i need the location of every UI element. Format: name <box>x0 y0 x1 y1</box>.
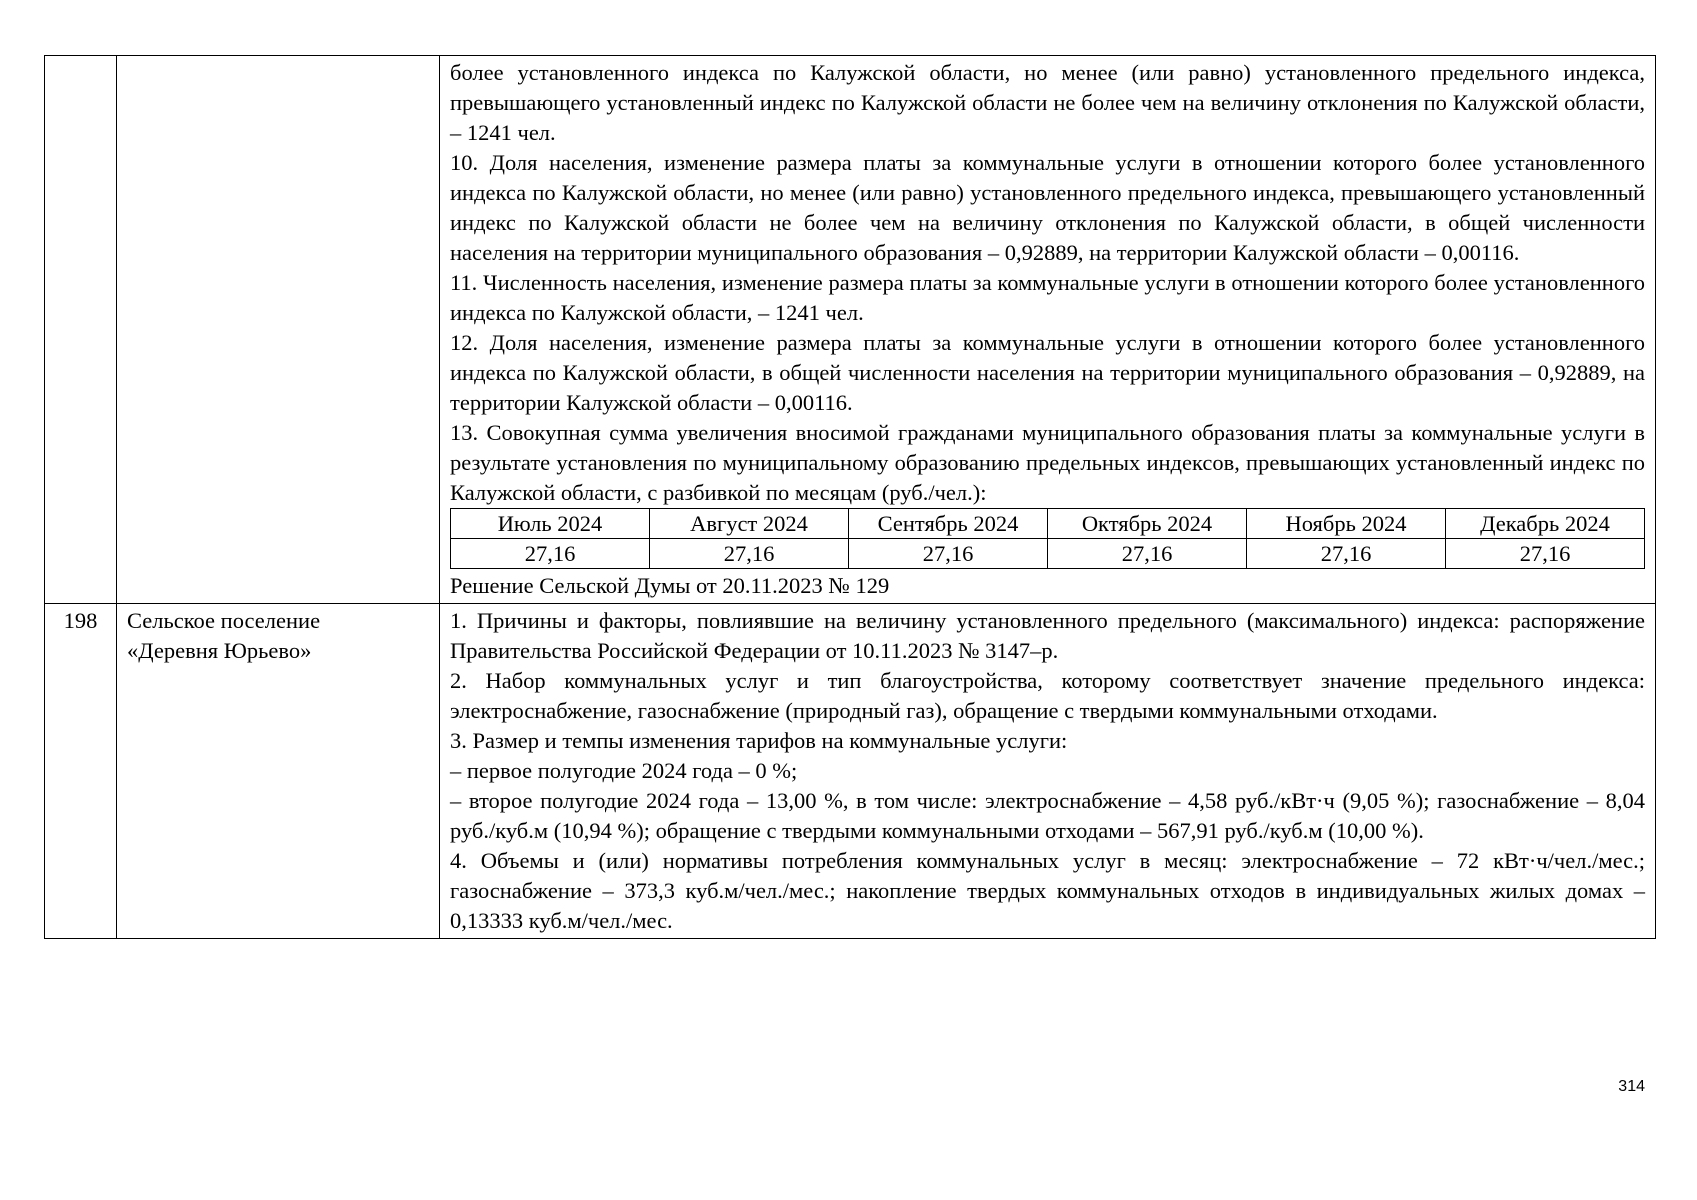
description-cell <box>440 604 1656 939</box>
paragraph: 12. Доля населения, изменение размера платы за коммунальные услуги в отношении которого более установленного индекса по Калужской области, в общей численности населения на территории муниципального образования – 0,92889, на территории Калужской области – 0,00116. <box>450 330 1645 415</box>
paragraph: 4. Объемы и (или) нормативы потребления коммунальных услуг в месяц: электроснабжение – 72 кВт·ч/чел./мес.; газоснабжение – 373,3 куб.м/чел./мес.; накопление твердых коммунальных отходов в индивидуальных жилых домах – 0,13333 куб.м/чел./мес. <box>450 848 1645 933</box>
month-header: Ноябрь 2024 <box>1247 509 1446 539</box>
paragraph: более установленного индекса по Калужской области, но менее (или равно) установленного предельного индекса, превышающего установленный индекс по Калужской области не более чем на величину отклонения по Калужской области, – 1241 чел. <box>450 60 1645 145</box>
municipality-name-cell <box>117 604 440 939</box>
paragraph: 1. Причины и факторы, повлиявшие на величину установленного предельного (максимального) индекса: распоряжение Правительства Российской Федерации от 10.11.2023 № 3147–р. <box>450 608 1645 663</box>
month-value: 27,16 <box>1048 539 1247 569</box>
month-header: Июль 2024 <box>451 509 650 539</box>
month-value: 27,16 <box>1446 539 1645 569</box>
row-number-cell: 198 <box>45 604 117 939</box>
paragraph: 13. Совокупная сумма увеличения вносимой гражданами муниципального образования платы за коммунальные услуги в результате установления по муниципальному образованию предельных индексов, превышающих установленный индекс по Калужской области, с разбивкой по месяцам (руб./чел.): <box>450 420 1645 505</box>
paragraph: 3. Размер и темпы изменения тарифов на коммунальные услуги: <box>450 728 1068 753</box>
month-value: 27,16 <box>1247 539 1446 569</box>
decision-reference: Решение Сельской Думы от 20.11.2023 № 129 <box>450 573 890 598</box>
month-header: Октябрь 2024 <box>1048 509 1247 539</box>
paragraph: 10. Доля населения, изменение размера платы за коммунальные услуги в отношении которого более установленного индекса по Калужской области, но менее (или равно) установленного предельного индекса, превышающего установленный индекс по Калужской области не более чем на величину отклонения по Калужской области, в общей численности населения на территории муниципального образования – 0,92889, на территории Калужской области – 0,00116. <box>450 150 1645 265</box>
month-value: 27,16 <box>849 539 1048 569</box>
description-cell <box>440 56 1656 604</box>
page-number: 314 <box>1618 1078 1645 1095</box>
month-header-row <box>451 509 1645 539</box>
month-value: 27,16 <box>451 539 650 569</box>
paragraph: – второе полугодие 2024 года – 13,00 %, в том числе: электроснабжение – 4,58 руб./кВт·ч (9,05 %); газоснабжение – 8,04 руб./куб.м (10,94 %); обращение с твердыми коммунальными отходами – 567,91 руб./куб.м (10,00 %). <box>450 788 1645 843</box>
paragraph: – первое полугодие 2024 года – 0 %; <box>450 758 798 783</box>
paragraph: 2. Набор коммунальных услуг и тип благоустройства, которому соответствует значение предельного индекса: электроснабжение, газоснабжение (природный газ), обращение с твердыми коммунальными отходами. <box>450 668 1645 723</box>
month-header: Декабрь 2024 <box>1446 509 1645 539</box>
table-row <box>45 604 1656 939</box>
paragraph: 11. Численность населения, изменение размера платы за коммунальные услуги в отношении которого более установленного индекса по Калужской области, – 1241 чел. <box>450 270 1645 325</box>
municipality-name-cell <box>117 56 440 604</box>
row-number-cell <box>45 56 117 604</box>
month-header: Сентябрь 2024 <box>849 509 1048 539</box>
table-row <box>45 56 1656 604</box>
municipality-name-line: «Деревня Юрьево» <box>127 638 312 663</box>
month-header: Август 2024 <box>650 509 849 539</box>
month-value-row <box>451 539 1645 569</box>
month-value: 27,16 <box>650 539 849 569</box>
main-table <box>44 55 1656 939</box>
monthly-sum-table <box>450 508 1645 569</box>
municipality-name-line: Сельское поселение <box>127 608 321 633</box>
